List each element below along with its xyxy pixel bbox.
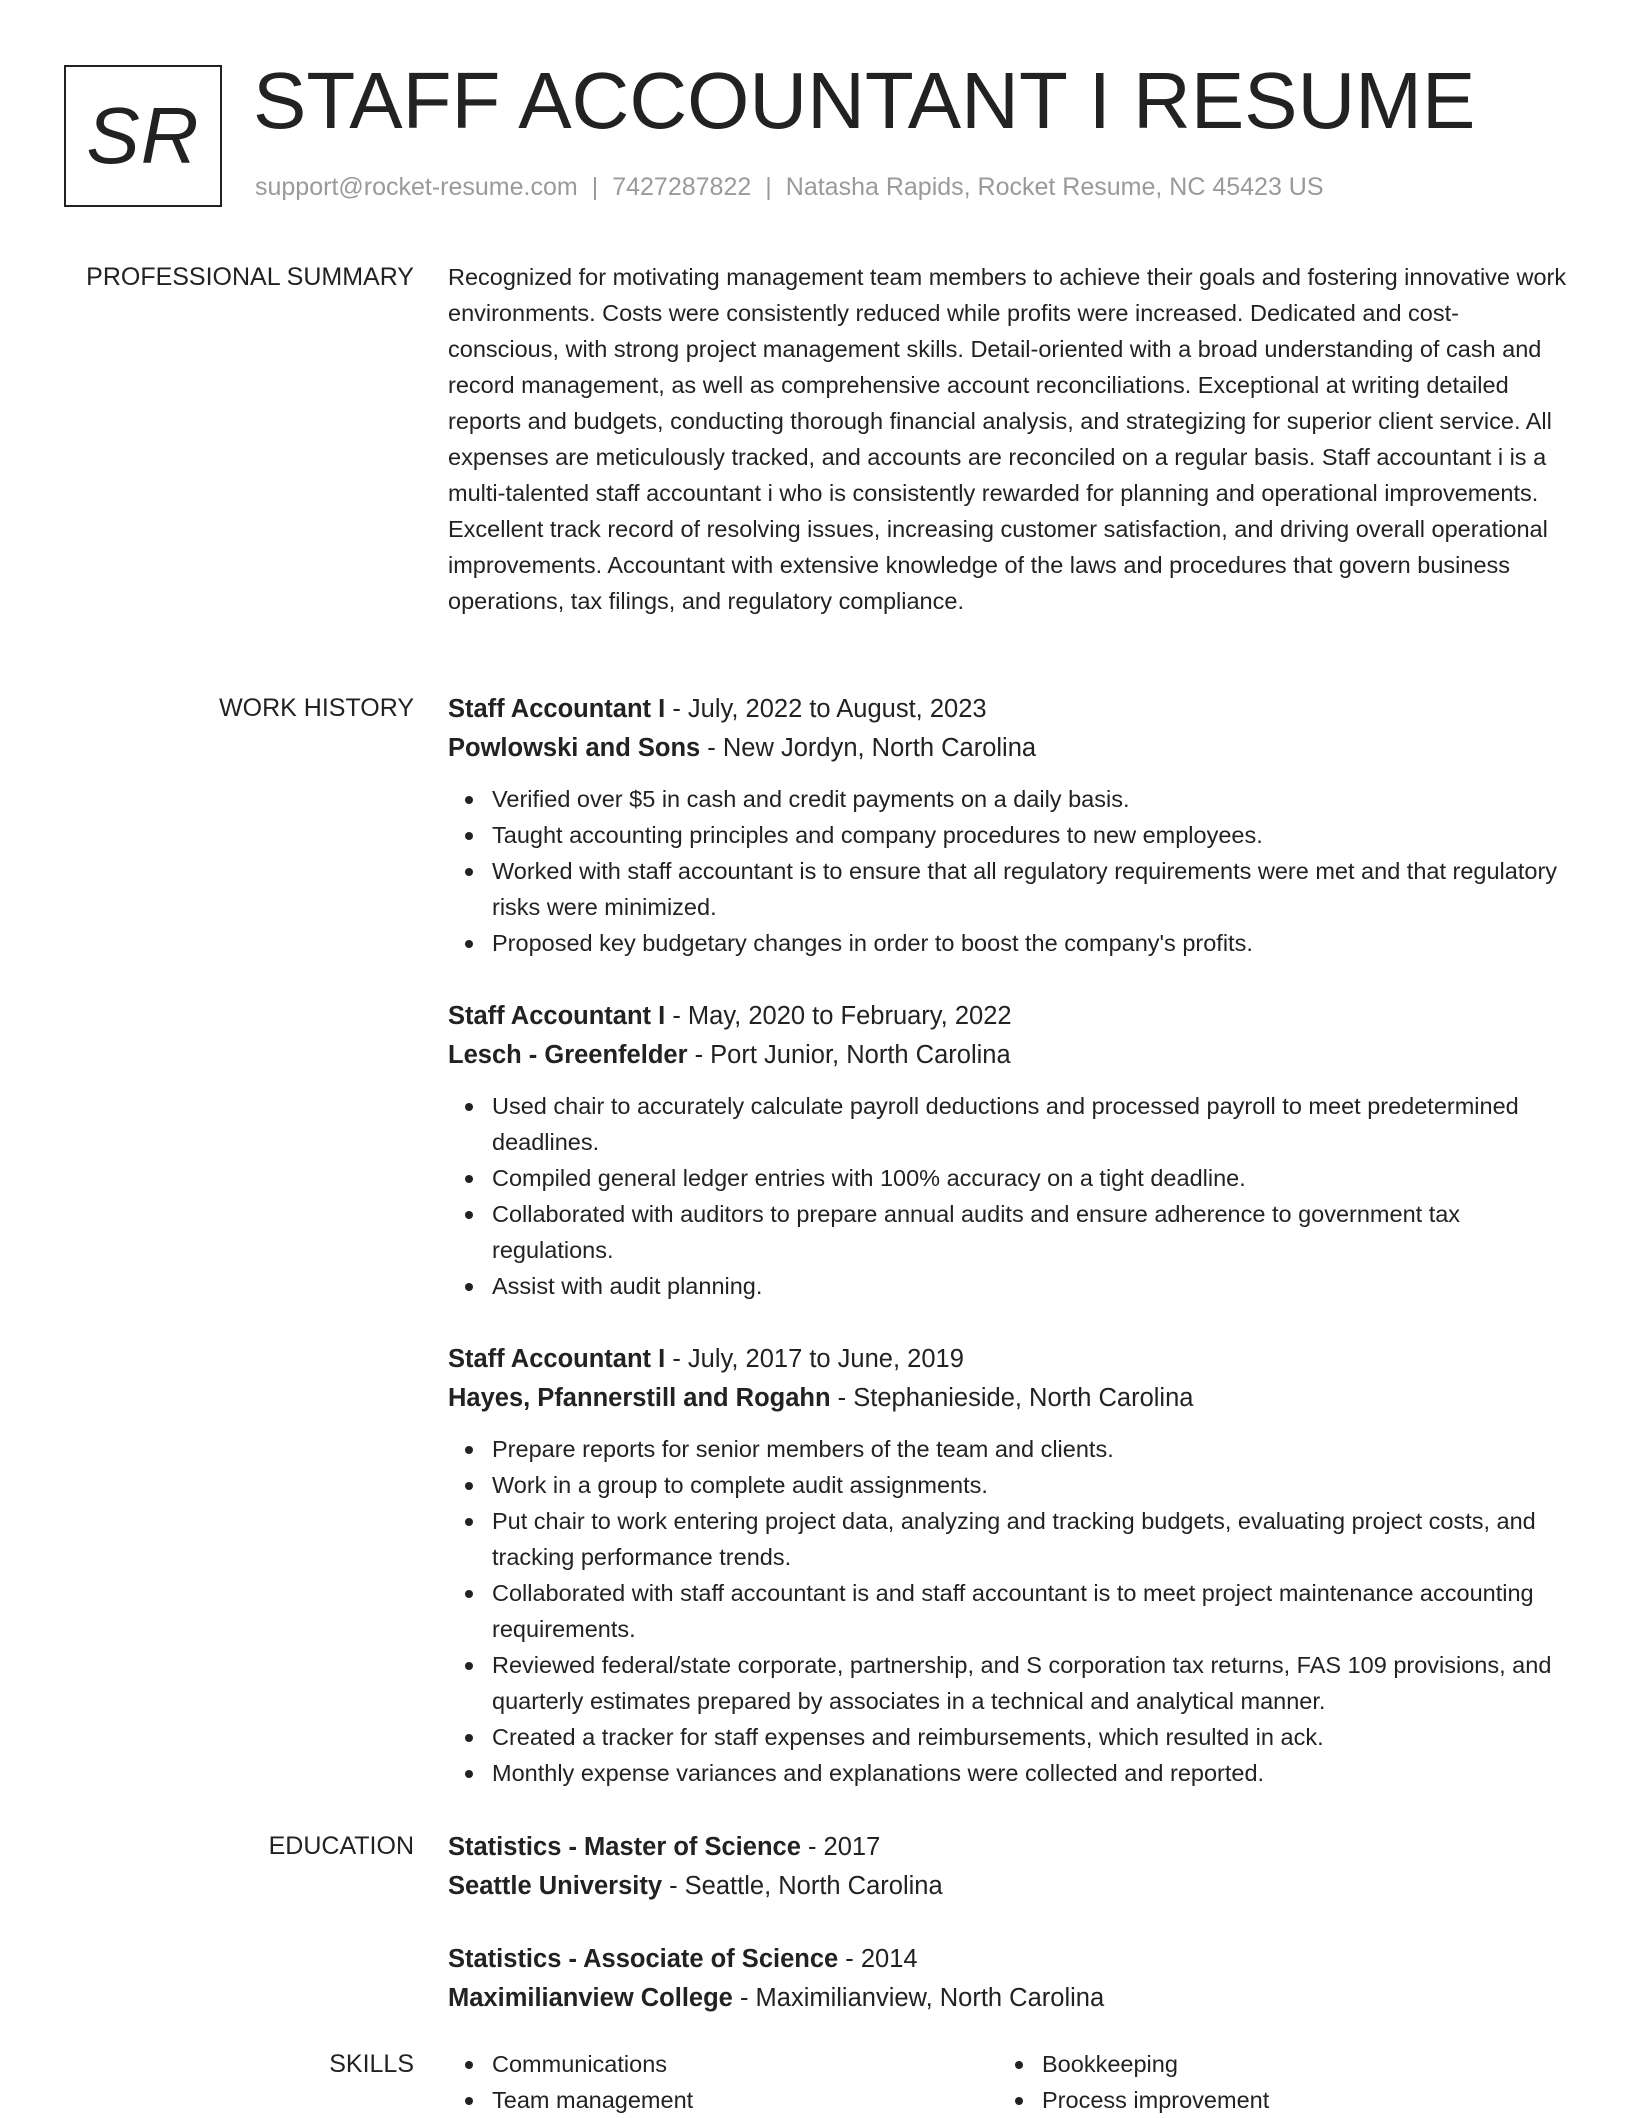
contact-phone: 7427287822	[612, 173, 752, 201]
job-bullet: Collaborated with auditors to prepare annual audits and ensure adherence to government tax regulations.	[492, 1196, 1568, 1268]
section-label-skills: SKILLS	[329, 2050, 414, 2078]
education-entry	[448, 1828, 1568, 1906]
job-company: Hayes, Pfannerstill and Rogahn	[448, 1384, 831, 1412]
job-company-line	[448, 1036, 1568, 1075]
job-bullet: Compiled general ledger entries with 100% accuracy on a tight deadline.	[492, 1160, 1568, 1196]
job-bullets	[448, 781, 1568, 961]
job-title-line	[448, 1340, 1568, 1379]
education-location: - Maximilianview, North Carolina	[732, 1984, 1105, 2012]
contact-separator: |	[591, 173, 599, 201]
education-school: Seattle University	[448, 1872, 663, 1900]
job-bullet: Used chair to accurately calculate payroll deductions and processed payroll to meet predetermined deadlines.	[492, 1088, 1568, 1160]
job-bullet: Created a tracker for staff expenses and reimbursements, which resulted in ack.	[492, 1719, 1568, 1755]
skill-item: Team management	[492, 2082, 998, 2118]
job-entry	[448, 690, 1568, 961]
section-label-work-history: WORK HISTORY	[219, 694, 414, 722]
job-company-line	[448, 729, 1568, 768]
job-title-line	[448, 997, 1568, 1036]
job-dates: - July, 2017 to June, 2019	[665, 1345, 964, 1373]
contact-separator: |	[765, 173, 772, 201]
education-year: - 2017	[800, 1833, 881, 1861]
skills-body	[448, 2046, 1568, 2118]
job-title: Staff Accountant I	[448, 695, 666, 723]
monogram-logo: SR	[64, 65, 222, 207]
job-bullet: Prepare reports for senior members of the team and clients.	[492, 1431, 1568, 1467]
job-title-line	[448, 690, 1568, 729]
job-company: Powlowski and Sons	[448, 734, 701, 762]
skills-list-left	[448, 2046, 998, 2118]
education-location: - Seattle, North Carolina	[662, 1872, 943, 1900]
job-bullet: Worked with staff accountant is to ensure that all regulatory requirements were met and that regulatory risks were minimized.	[492, 853, 1568, 925]
job-bullets	[448, 1088, 1568, 1304]
job-bullet: Taught accounting principles and company procedures to new employees.	[492, 817, 1568, 853]
education-degree-line	[448, 1828, 1568, 1867]
job-entry	[448, 1340, 1568, 1791]
education-degree: Statistics - Master of Science	[448, 1833, 801, 1861]
skills-list-right	[998, 2046, 1548, 2118]
job-company: Lesch - Greenfelder	[448, 1041, 688, 1069]
education-year: - 2014	[838, 1945, 918, 1973]
job-title: Staff Accountant I	[448, 1345, 666, 1373]
summary-text: Recognized for motivating management team members to achieve their goals and fostering innovative work environments. Costs were consistently reduced while profits were increased. Dedicated and cost-conscious, with strong project management skills. Detail-oriented with a broad understanding of cash and record management, as well as comprehensive account reconciliations. Exceptional at writing detailed reports and budgets, conducting thorough financial analysis, and strategizing for superior client service. All expenses are meticulously tracked, and accounts are reconciled on a regular basis. Staff accountant i is a multi-talented staff accountant i who is consistently rewarded for planning and operational improvements. Excellent track record of resolving issues, increasing customer satisfaction, and driving overall operational improvements. Accountant with extensive knowledge of the laws and procedures that govern business operations, tax filings, and regulatory compliance.	[448, 264, 1567, 614]
section-label-summary: PROFESSIONAL SUMMARY	[86, 263, 414, 291]
education-school-line	[448, 1867, 1568, 1906]
work-history-body	[448, 690, 1568, 1827]
job-title: Staff Accountant I	[448, 1002, 666, 1030]
skill-item: Bookkeeping	[1042, 2046, 1548, 2082]
education-school-line	[448, 1979, 1568, 2018]
job-location: - Stephanieside, North Carolina	[830, 1384, 1194, 1412]
job-entry	[448, 997, 1568, 1304]
job-location: - New Jordyn, North Carolina	[700, 734, 1037, 762]
education-body	[448, 1828, 1568, 2052]
skill-item: Communications	[492, 2046, 998, 2082]
education-entry	[448, 1940, 1568, 2018]
section-label-education: EDUCATION	[268, 1832, 414, 1860]
education-degree: Statistics - Associate of Science	[448, 1945, 839, 1973]
job-bullet: Collaborated with staff accountant is and staff accountant is to meet project maintenance accounting requirements.	[492, 1575, 1568, 1647]
skills-grid	[448, 2046, 1568, 2118]
education-degree-line	[448, 1940, 1568, 1979]
job-location: - Port Junior, North Carolina	[687, 1041, 1011, 1069]
job-bullet: Reviewed federal/state corporate, partnership, and S corporation tax returns, FAS 109 provisions, and quarterly estimates prepared by associates in a technical and analytical manner.	[492, 1647, 1568, 1719]
contact-email: support@rocket-resume.com	[255, 173, 578, 201]
job-bullet: Work in a group to complete audit assignments.	[492, 1467, 1568, 1503]
summary-body	[448, 259, 1568, 619]
job-dates: - May, 2020 to February, 2022	[665, 1002, 1012, 1030]
job-bullet: Monthly expense variances and explanations were collected and reported.	[492, 1755, 1568, 1791]
contact-line	[255, 173, 1324, 202]
contact-address: Natasha Rapids, Rocket Resume, NC 45423 US	[785, 173, 1324, 201]
skill-item: Process improvement	[1042, 2082, 1548, 2118]
job-bullet: Verified over $5 in cash and credit payments on a daily basis.	[492, 781, 1568, 817]
education-school: Maximilianview College	[448, 1984, 733, 2012]
job-company-line	[448, 1379, 1568, 1418]
job-bullet: Put chair to work entering project data, analyzing and tracking budgets, evaluating project costs, and tracking performance trends.	[492, 1503, 1568, 1575]
resume-title: STAFF ACCOUNTANT I RESUME	[253, 56, 1476, 145]
job-bullet: Assist with audit planning.	[492, 1268, 1568, 1304]
job-bullet: Proposed key budgetary changes in order to boost the company's profits.	[492, 925, 1568, 961]
job-bullets	[448, 1431, 1568, 1791]
job-dates: - July, 2022 to August, 2023	[665, 695, 987, 723]
